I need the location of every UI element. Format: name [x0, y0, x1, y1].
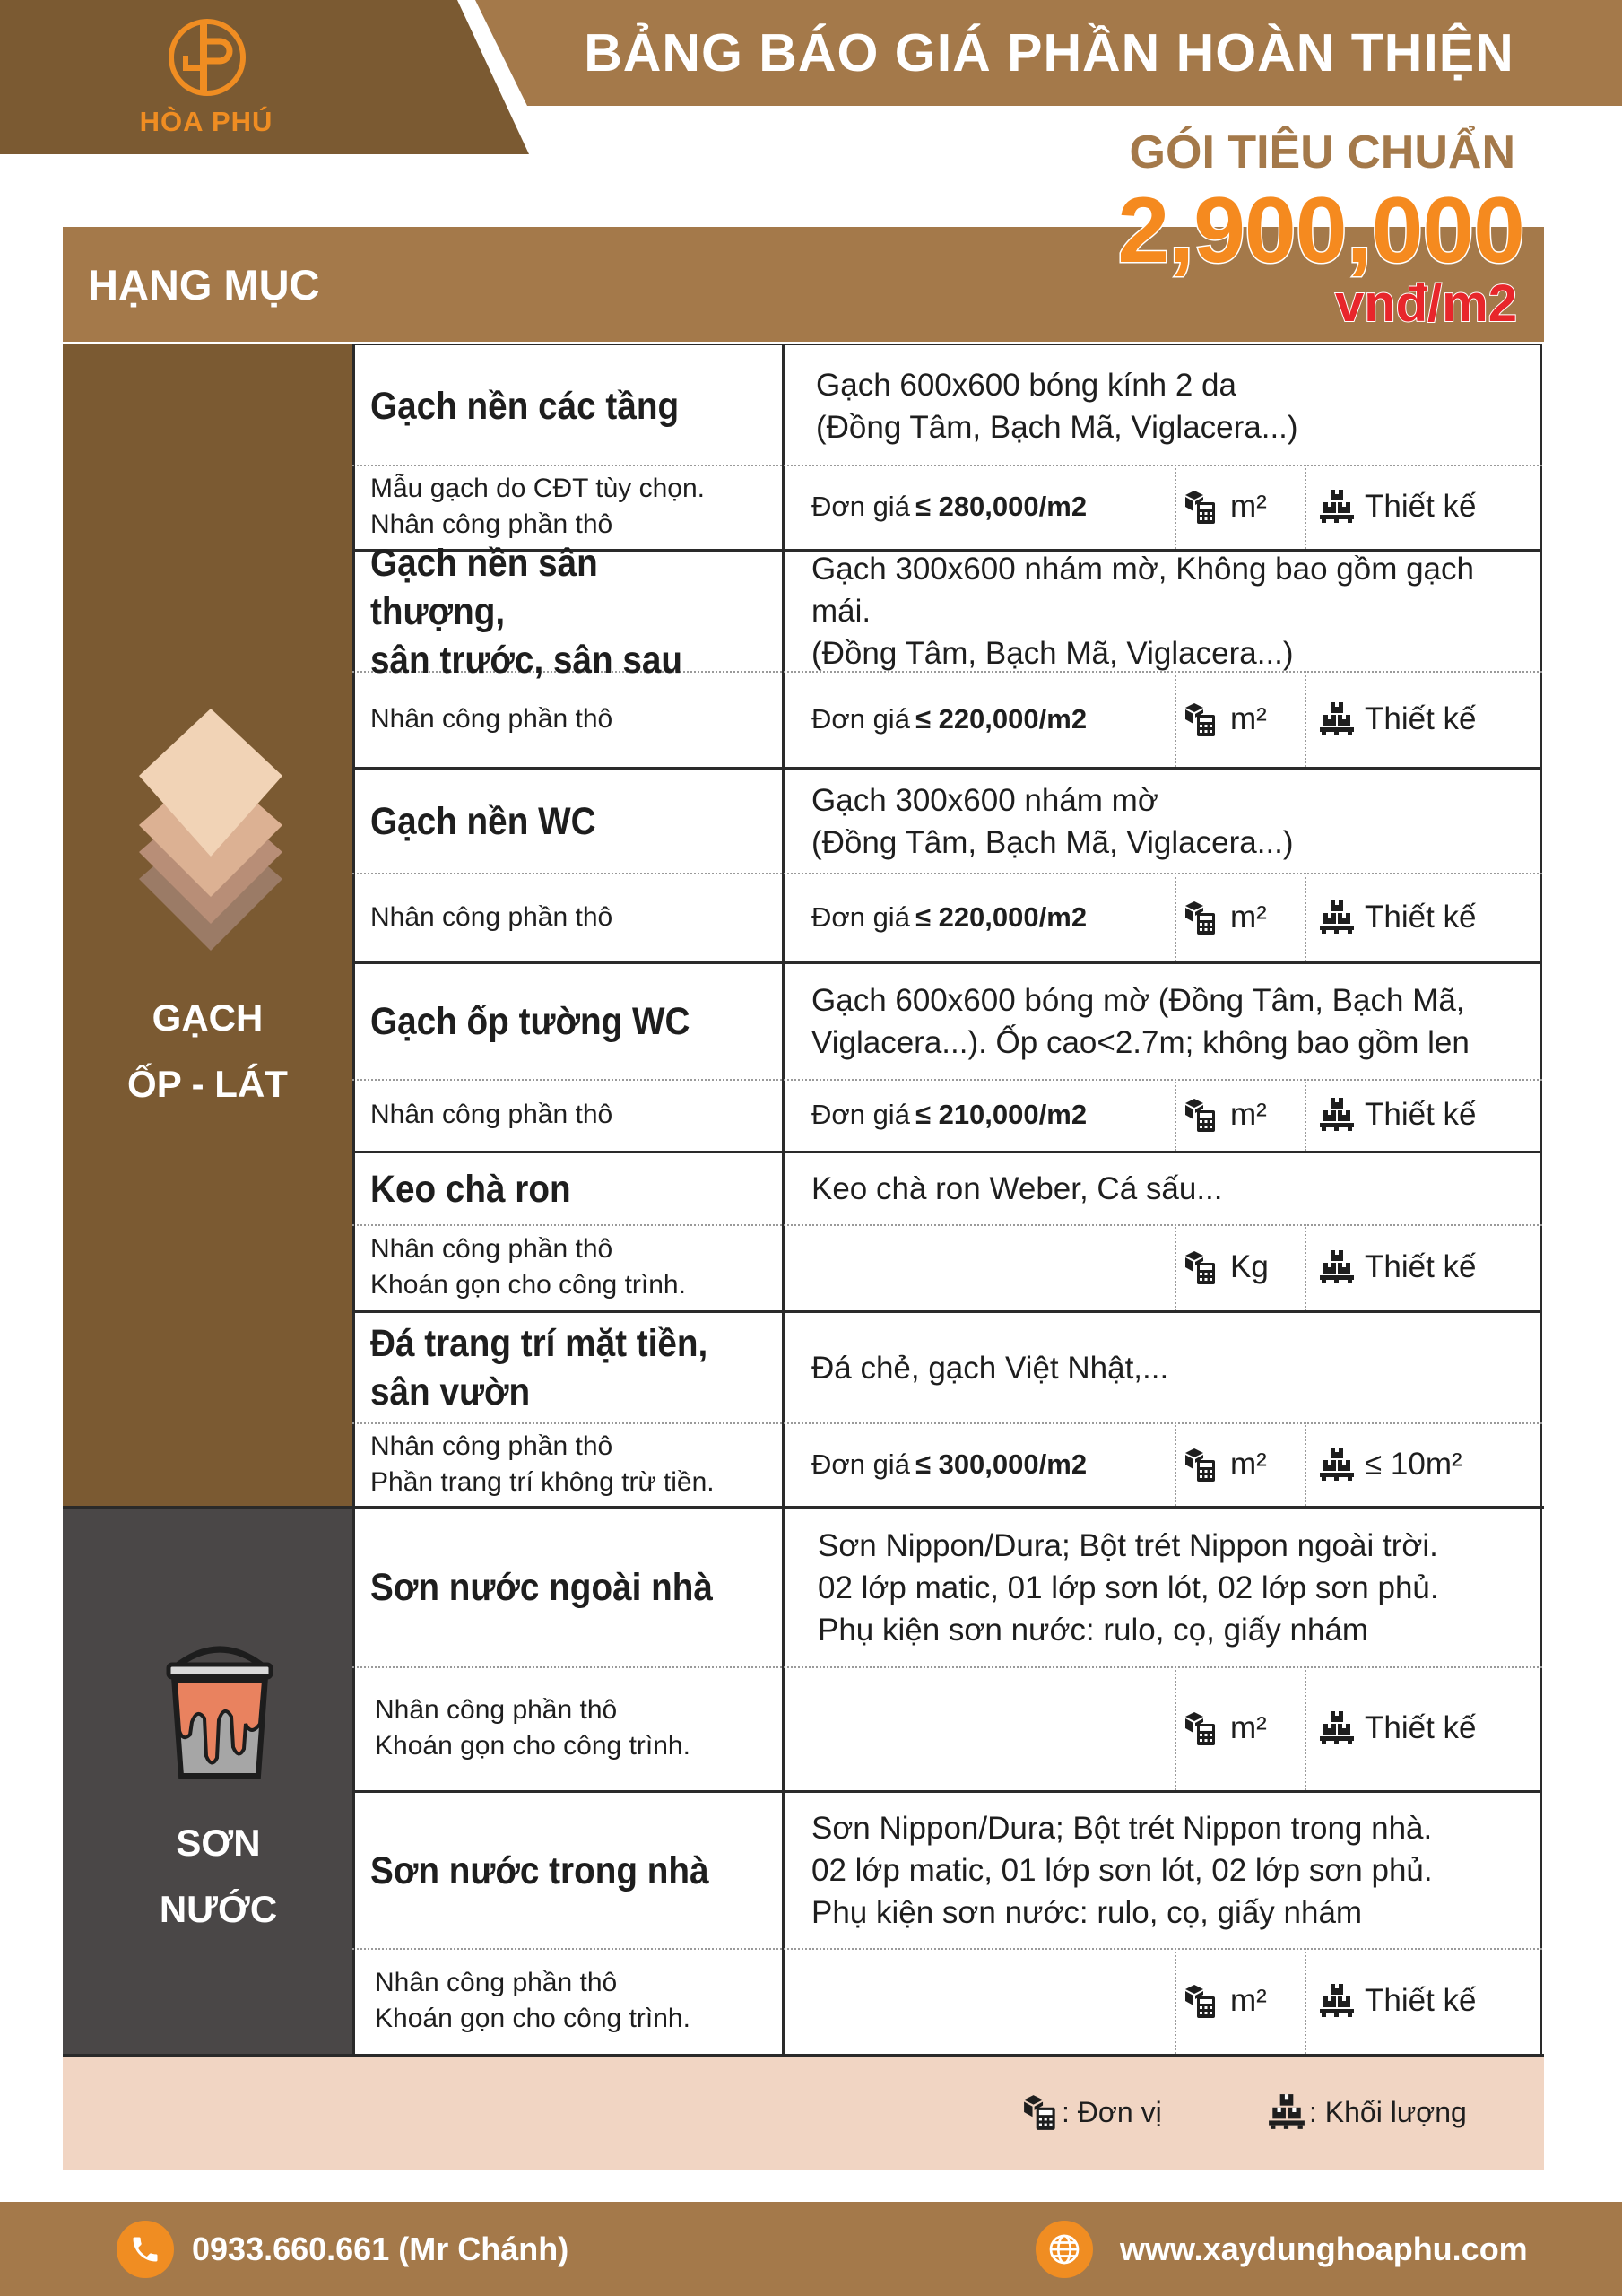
- cell-divider: [1175, 671, 1176, 767]
- item-name: Gạch nền WC: [370, 799, 596, 843]
- unit-icon: [1022, 2092, 1062, 2132]
- page-title: BẢNG BÁO GIÁ PHẦN HOÀN THIỆN: [584, 23, 1514, 83]
- quantity-value: Thiết kế: [1365, 1983, 1477, 2018]
- note-line: Nhân công phần thô: [370, 509, 613, 539]
- unit-icon: [1184, 1446, 1221, 1483]
- tile-stack-icon: [134, 709, 287, 951]
- unit-price: [811, 1422, 1170, 1506]
- price-label: Đơn giá: [811, 491, 910, 522]
- package-price: 2,900,000: [1117, 178, 1524, 283]
- quantity-icon: [1318, 1096, 1356, 1134]
- package-name: GÓI TIÊU CHUẨN: [1129, 126, 1515, 178]
- item-note: [375, 1666, 796, 1790]
- quantity-cell: [1318, 1079, 1538, 1151]
- unit-value: m²: [1230, 700, 1267, 736]
- description-line: Gạch 300x600 nhám mờ, Không bao gồm gạch mái.: [811, 552, 1474, 629]
- table-divider: [352, 344, 355, 2057]
- item-description: [811, 1793, 1538, 1948]
- item-name: Gạch ốp tường WC: [370, 1000, 690, 1043]
- globe-icon: [1036, 2221, 1093, 2278]
- cell-divider: [1175, 1224, 1176, 1310]
- description-line: Sơn Nippon/Dura; Bột trét Nippon trong nhà.: [811, 1811, 1433, 1846]
- section-tiles-label-line2: ỐP - LÁT: [127, 1063, 288, 1105]
- legend-quantity: [1264, 2085, 1467, 2139]
- unit-icon: [1184, 488, 1221, 526]
- note-line: Nhân công phần thô: [370, 1431, 613, 1461]
- description-line: Viglacera...). Ốp cao<2.7m; không bao gồm len: [811, 1025, 1470, 1060]
- note-line: Khoán gọn cho công trình.: [375, 2004, 690, 2033]
- unit-cell: [1184, 1079, 1291, 1151]
- note-line: Khoán gọn cho công trình.: [375, 1731, 690, 1761]
- legend-quantity-label: : Khối lượng: [1309, 2095, 1467, 2128]
- note-line: Phần trang trí không trừ tiền.: [370, 1466, 715, 1497]
- quantity-cell: [1318, 465, 1538, 549]
- price-value: ≤ 280,000/m2: [915, 491, 1088, 522]
- item-description: [811, 1313, 1538, 1422]
- price-value: ≤ 220,000/m2: [915, 900, 1088, 933]
- description-line: Đá chẻ, gạch Việt Nhật,...: [811, 1350, 1169, 1386]
- cell-divider: [1305, 873, 1306, 961]
- unit-cell: [1184, 1666, 1291, 1790]
- category-header: HẠNG MỤC: [88, 260, 320, 309]
- unit-cell: [1184, 873, 1291, 961]
- quantity-icon: [1318, 899, 1356, 936]
- unit-cell: [1184, 1224, 1291, 1310]
- quantity-value: Thiết kế: [1365, 489, 1477, 524]
- item-description: [811, 964, 1538, 1079]
- unit-price: [811, 671, 1170, 767]
- item-note: [370, 1079, 792, 1151]
- unit-icon: [1184, 899, 1221, 936]
- cell-divider: [1175, 465, 1176, 549]
- cell-divider: [1175, 1666, 1176, 1790]
- price-value: ≤ 210,000/m2: [915, 1099, 1088, 1130]
- paint-bucket-icon: [161, 1641, 278, 1785]
- legend-unit-label: : Đơn vị: [1062, 2095, 1162, 2128]
- quantity-value: Thiết kế: [1365, 899, 1477, 935]
- description-line: Phụ kiện sơn nước: rulo, cọ, giấy nhám: [811, 1895, 1363, 1930]
- quantity-icon: [1318, 1709, 1356, 1747]
- note-line: Khoán gọn cho công trình.: [370, 1270, 686, 1300]
- description-line: Keo chà ron Weber, Cá sấu...: [811, 1171, 1223, 1206]
- item-note: [370, 1422, 792, 1506]
- note-line: Nhân công phần thô: [370, 901, 613, 932]
- description-line: (Đồng Tâm, Bạch Mã, Viglacera...): [816, 410, 1298, 445]
- section-paint-label-line2: NƯỚC: [159, 1888, 278, 1930]
- unit-cell: [1184, 1948, 1291, 2054]
- quantity-cell: [1318, 671, 1538, 767]
- section-paint-label: [74, 1810, 363, 1943]
- note-line: Nhân công phần thô: [370, 703, 613, 734]
- unit-price: [811, 873, 1170, 961]
- cell-divider: [1305, 1948, 1306, 2054]
- item-name: Sơn nước ngoài nhà: [370, 1566, 713, 1609]
- item-name: Keo chà ron: [370, 1167, 571, 1211]
- quantity-icon: [1264, 2092, 1309, 2132]
- item-name: Gạch nền các tầng: [370, 385, 680, 428]
- quantity-cell: [1318, 1224, 1538, 1310]
- unit-icon: [1184, 1709, 1221, 1747]
- footer-phone[interactable]: [117, 2202, 568, 2296]
- hoa-phu-logo-icon: [164, 14, 250, 100]
- quantity-value: ≤ 10m²: [1365, 1446, 1462, 1482]
- quantity-value: Thiết kế: [1365, 1249, 1477, 1284]
- note-line: Nhân công phần thô: [375, 1968, 618, 1997]
- item-note: [375, 1948, 796, 2054]
- price-label: Đơn giá: [811, 900, 910, 933]
- item-name: Gạch nền sân thượng, sân trước, sân sau: [370, 541, 683, 682]
- unit-value: m²: [1230, 489, 1267, 524]
- quantity-icon: [1318, 488, 1356, 526]
- price-label: Đơn giá: [811, 1448, 910, 1480]
- cell-divider: [1305, 1079, 1306, 1151]
- note-line: Nhân công phần thô: [375, 1695, 618, 1725]
- description-line: Gạch 600x600 bóng mờ (Đồng Tâm, Bạch Mã,: [811, 983, 1465, 1018]
- quantity-icon: [1318, 700, 1356, 738]
- quantity-icon: [1318, 1446, 1356, 1483]
- price-label: Đơn giá: [811, 1099, 910, 1130]
- description-line: (Đồng Tâm, Bạch Mã, Viglacera...): [811, 824, 1294, 860]
- unit-value: m²: [1230, 1710, 1267, 1745]
- package-unit: vnđ/m2: [1334, 274, 1517, 333]
- unit-value: m²: [1230, 899, 1267, 935]
- item-description: [811, 552, 1538, 671]
- cell-divider: [1175, 1422, 1176, 1506]
- quantity-icon: [1318, 1248, 1356, 1286]
- description-line: 02 lớp matic, 01 lớp sơn lót, 02 lớp sơn phủ.: [811, 1853, 1433, 1888]
- section-tiles-label-line1: GẠCH: [152, 996, 264, 1039]
- note-line: Nhân công phần thô: [370, 1234, 613, 1264]
- item-note: [370, 873, 792, 961]
- description-line: 02 lớp matic, 01 lớp sơn lót, 02 lớp sơn phủ.: [818, 1570, 1439, 1605]
- cell-divider: [1175, 873, 1176, 961]
- legend-unit: [1022, 2085, 1162, 2139]
- item-name: Sơn nước trong nhà: [370, 1848, 709, 1892]
- table-divider: [782, 344, 785, 2057]
- description-line: Gạch 600x600 bóng kính 2 da: [816, 368, 1236, 403]
- price-label: Đơn giá: [811, 702, 910, 735]
- phone-number: 0933.660.661 (Mr Chánh): [192, 2230, 569, 2267]
- item-description: [811, 770, 1538, 873]
- unit-cell: [1184, 671, 1291, 767]
- cell-divider: [1305, 1666, 1306, 1790]
- cell-divider: [1305, 1224, 1306, 1310]
- item-description: [818, 1509, 1544, 1666]
- quantity-icon: [1318, 1982, 1356, 2020]
- unit-value: m²: [1230, 1446, 1267, 1482]
- unit-price: [811, 1079, 1170, 1151]
- unit-value: m²: [1230, 1983, 1267, 2018]
- item-note: [370, 671, 792, 767]
- unit-value: Kg: [1230, 1249, 1269, 1284]
- quantity-cell: [1318, 873, 1538, 961]
- item-note: [370, 1224, 792, 1310]
- quantity-cell: [1318, 1422, 1538, 1506]
- cell-divider: [1305, 1422, 1306, 1506]
- unit-cell: [1184, 1422, 1291, 1506]
- unit-cell: [1184, 465, 1291, 549]
- note-line: Nhân công phần thô: [370, 1100, 613, 1129]
- price-value: ≤ 220,000/m2: [915, 702, 1088, 735]
- unit-price: [811, 465, 1170, 549]
- description-line: Gạch 300x600 nhám mờ: [811, 782, 1158, 818]
- item-name: Đá trang trí mặt tiền, sân vườn: [370, 1322, 708, 1413]
- phone-icon: [117, 2221, 174, 2278]
- description-line: Phụ kiện sơn nước: rulo, cọ, giấy nhám: [818, 1612, 1369, 1648]
- unit-value: m²: [1230, 1097, 1267, 1132]
- website-url: www.xaydunghoaphu.com: [1120, 2230, 1528, 2267]
- unit-icon: [1184, 700, 1221, 738]
- cell-divider: [1175, 1948, 1176, 2054]
- cell-divider: [1175, 1079, 1176, 1151]
- quantity-value: Thiết kế: [1365, 700, 1477, 736]
- brand-name: HÒA PHÚ: [139, 106, 273, 137]
- footer-website[interactable]: [1036, 2202, 1528, 2296]
- price-value: ≤ 300,000/m2: [915, 1448, 1088, 1480]
- quantity-value: Thiết kế: [1365, 1097, 1477, 1132]
- description-line: (Đồng Tâm, Bạch Mã, Viglacera...): [811, 636, 1294, 671]
- item-description: [816, 348, 1542, 465]
- section-paint-label-line1: SƠN: [176, 1822, 261, 1864]
- unit-icon: [1184, 1248, 1221, 1286]
- item-note: [370, 465, 792, 549]
- quantity-cell: [1318, 1666, 1538, 1790]
- section-tiles-label: [63, 985, 352, 1118]
- cell-divider: [1305, 671, 1306, 767]
- description-line: Sơn Nippon/Dura; Bột trét Nippon ngoài trời.: [818, 1527, 1438, 1563]
- note-line: Mẫu gạch do CĐT tùy chọn.: [370, 474, 705, 503]
- item-description: [811, 1153, 1538, 1224]
- quantity-cell: [1318, 1948, 1538, 2054]
- unit-icon: [1184, 1096, 1221, 1134]
- table-bottom: [63, 2054, 1544, 2057]
- quantity-value: Thiết kế: [1365, 1710, 1477, 1745]
- cell-divider: [1305, 465, 1306, 549]
- unit-icon: [1184, 1982, 1221, 2020]
